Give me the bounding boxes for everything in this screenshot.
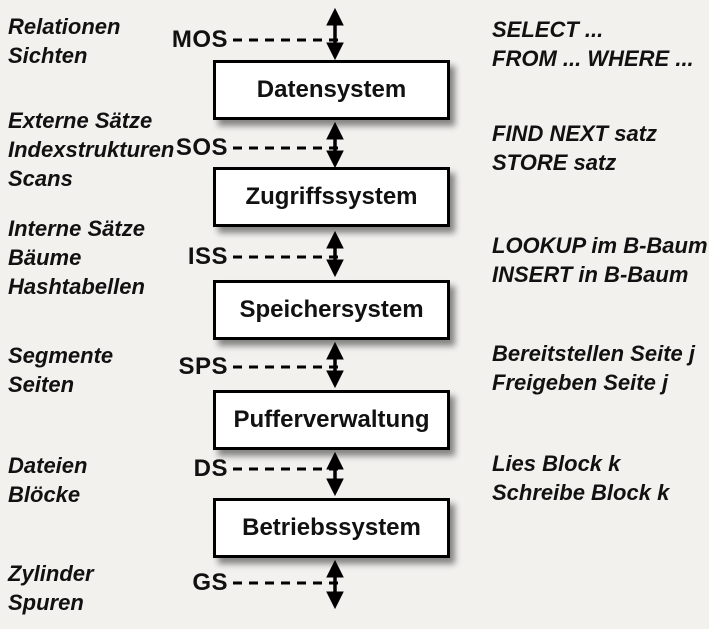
connector-gs <box>233 561 343 608</box>
interface-label-mos: MOS <box>171 26 228 53</box>
annotation-line: FROM ... WHERE ... <box>492 46 694 71</box>
annotation-line: Sichten <box>8 43 88 68</box>
annotation-line: Bäume <box>8 245 82 270</box>
annotation-line: Spuren <box>8 590 84 615</box>
layer-box-pufferverwaltung <box>213 390 450 450</box>
annotation-line: Seiten <box>8 372 75 397</box>
annotation-line: Freigeben Seite j <box>492 370 669 395</box>
annotation-line: LOOKUP im B-Baum <box>492 233 708 258</box>
layer-box-zugriffssystem <box>213 167 450 227</box>
interface-label-gs: GS <box>192 569 228 596</box>
interface-label-ds: DS <box>193 455 228 482</box>
annotation-line: Zylinder <box>8 561 94 586</box>
annotation-line: Relationen <box>8 14 121 39</box>
annotation-zylinder-spuren <box>8 559 94 617</box>
annotation-lies-schreibe <box>492 449 669 507</box>
annotation-find-store <box>492 119 657 177</box>
connector-sps <box>233 343 343 387</box>
connector-ds <box>233 453 343 495</box>
layer-box-speichersystem <box>213 280 450 340</box>
annotation-select-from <box>492 15 694 73</box>
layer-box-label: Betriebssystem <box>242 514 421 541</box>
annotation-line: Schreibe Block k <box>492 480 670 505</box>
annotation-line: FIND NEXT satz <box>492 121 658 146</box>
connector-mos <box>233 9 343 59</box>
annotation-line: Bereitstellen Seite j <box>492 341 695 366</box>
layer-box-label: Speichersystem <box>239 296 424 323</box>
annotation-dateien-bloecke <box>8 451 87 509</box>
annotation-line: Indexstrukturen <box>8 137 175 162</box>
annotation-line: INSERT in B-Baum <box>492 262 689 287</box>
annotation-line: Segmente <box>8 343 114 368</box>
annotation-line: SELECT ... <box>492 17 604 42</box>
annotation-lookup-insert <box>492 231 708 289</box>
annotation-line: Hashtabellen <box>8 274 145 299</box>
annotation-bereitstellen-freigeben <box>492 339 695 397</box>
interface-label-sos: SOS <box>175 134 228 161</box>
annotation-line: Interne Sätze <box>8 216 145 241</box>
layer-box-datensystem <box>213 60 450 120</box>
layer-box-label: Datensystem <box>256 76 407 103</box>
interface-label-iss: ISS <box>187 243 228 270</box>
annotation-line: Lies Block k <box>492 451 621 476</box>
connector-iss <box>233 232 343 276</box>
annotation-line: Externe Sätze <box>8 108 153 133</box>
interface-label-sps: SPS <box>178 353 228 380</box>
connector-sos <box>233 123 343 167</box>
annotation-line: Blöcke <box>8 482 81 507</box>
layer-box-label: Zugriffssystem <box>245 183 418 210</box>
annotation-segmente-seiten <box>8 341 113 399</box>
layer-box-label: Pufferverwaltung <box>233 406 430 433</box>
annotation-line: Scans <box>8 166 73 191</box>
annotation-line: STORE satz <box>492 150 617 175</box>
layer-box-betriebssystem <box>213 498 450 558</box>
annotation-line: Dateien <box>8 453 88 478</box>
